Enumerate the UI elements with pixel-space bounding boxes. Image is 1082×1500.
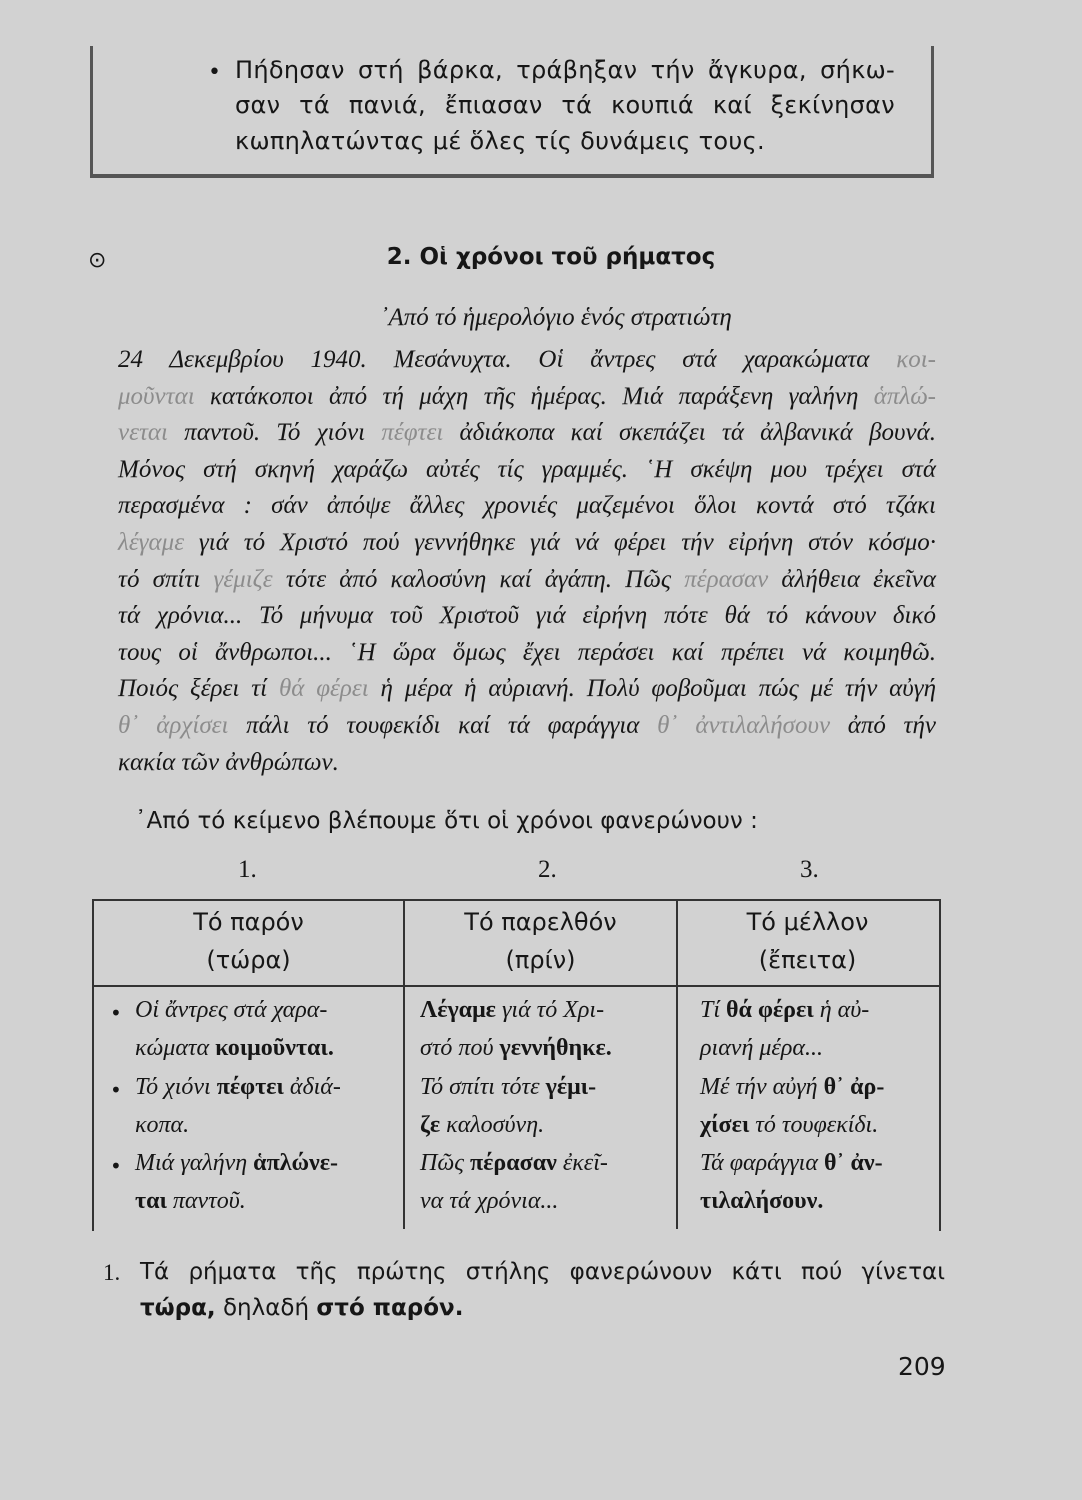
conclusion-line: Τά ρήματα τῆς πρώτης στήλης φανερώνουν κάτι πού γίνεται	[140, 1259, 945, 1285]
bold-verb: γέμι-	[545, 1074, 597, 1100]
text-segment: Τό σπίτι τότε	[420, 1074, 546, 1100]
text-segment: καλοσύνη.	[440, 1112, 545, 1138]
page-number: 209	[898, 1352, 946, 1381]
highlighted-verb: μοῦνται	[118, 382, 195, 410]
bold-verb: θά φέρει	[726, 997, 814, 1023]
header-sublabel: (τώρα)	[206, 946, 291, 974]
text-segment: Τά φαράγγια	[700, 1150, 824, 1176]
header-sublabel: (πρίν)	[505, 946, 576, 974]
bold-verb: Λέγαμε	[420, 997, 496, 1023]
bold-verb: θ᾿ ἀν-	[823, 1150, 883, 1176]
header-label: Τό μέλλον	[746, 908, 869, 936]
text-segment: ἀδιά-	[283, 1074, 341, 1100]
section-marker-icon: ⊙	[88, 248, 107, 273]
bold-verb: θ᾿ ἀρ-	[823, 1074, 885, 1100]
text-segment: 24 Δεκεμβρίου 1940. Μεσάνυχτα. Οἱ ἄντρες στά χαρακώματα	[118, 346, 897, 373]
paragraph-line	[118, 419, 936, 447]
box-line: κωπηλατώντας μέ ὅλες τίς δυνάμεις τους.	[235, 127, 765, 155]
intro-text: ᾿Από τό κείμενο βλέπουμε ὅτι οἱ χρόνοι φανερώνουν :	[135, 808, 758, 834]
table-cell-line	[135, 1035, 334, 1062]
bold-verb: χίσει	[700, 1112, 750, 1138]
text-segment: παντοῦ.	[166, 1188, 246, 1214]
paragraph-line	[118, 492, 936, 520]
text-segment: τά χρόνια... Τό μήνυμα τοῦ Χριστοῦ γιά εἰρήνη πότε θά τό κάνουν δικό	[118, 602, 936, 630]
column-number: 1.	[238, 856, 257, 883]
text-segment: ἡ αὐ-	[813, 997, 870, 1023]
table-cell-line	[420, 1074, 596, 1101]
text-segment: Οἱ ἄντρες στά χαρα-	[135, 997, 328, 1023]
text-segment: τους οἱ ἄνθρωποι... ῾Η ὥρα ὅμως ἔχει περάσει καί πρέπει νά κοιμηθῶ.	[118, 638, 936, 666]
highlighted-verb: νεται	[118, 419, 168, 447]
highlighted-verb: θ᾿ ἀρχίσει	[118, 712, 229, 739]
box-line: σαν τά πανιά, ἔπιασαν τά κουπιά καί ξεκίνησαν	[235, 91, 895, 119]
highlighted-verb: γέμιζε	[213, 565, 273, 593]
table-cell-line	[420, 1188, 558, 1215]
text-segment: ριανή μέρα...	[700, 1035, 823, 1061]
bold-verb: τιλαλήσουν.	[700, 1188, 824, 1214]
paragraph-line	[118, 675, 936, 703]
bold-verb: πέρασαν	[470, 1150, 557, 1176]
column-number: 3.	[800, 856, 819, 883]
table-cell-line	[700, 1188, 823, 1215]
table-cell-line	[420, 997, 604, 1024]
text-segment: τό σπίτι	[118, 565, 214, 593]
bullet-icon: •	[110, 1001, 122, 1025]
text-segment: να τά χρόνια...	[420, 1188, 559, 1214]
paragraph-line	[118, 456, 936, 484]
highlighted-verb: κοι-	[896, 346, 936, 373]
highlighted-verb: λέγαμε	[118, 529, 185, 556]
paragraph-line	[118, 566, 936, 594]
bullet-icon: •	[110, 1078, 122, 1102]
text-segment: παντοῦ. Τό χιόνι	[167, 419, 382, 447]
text-segment: κώματα	[135, 1035, 216, 1061]
table-cell-line	[700, 1074, 884, 1101]
table-cell-line	[700, 1035, 823, 1062]
table-cell-line	[420, 1150, 608, 1177]
table-cell-line	[420, 1112, 544, 1139]
table-cell-line	[135, 1074, 341, 1101]
table-cell-line	[135, 1150, 338, 1177]
header-label: Τό παρελθόν	[464, 908, 617, 936]
text-segment: γιά τό Χριστό πού γεννήθηκε γιά νά φέρει τήν εἰρήνη στόν κόσμο·	[184, 529, 936, 556]
text-segment: ἀλήθεια ἐκεῖνα	[768, 565, 936, 593]
bullet-icon: •	[208, 60, 221, 85]
text-segment: κακία τῶν ἀνθρώπων.	[118, 748, 339, 776]
section-title: 2. Οἱ χρόνοι τοῦ ρήματος	[386, 244, 716, 270]
text-segment: Πῶς	[420, 1150, 471, 1176]
paragraph-line	[118, 383, 936, 411]
header-past	[405, 903, 676, 979]
text-segment: στό πού	[420, 1035, 500, 1061]
text-segment: πάλι τό τουφεκίδι καί τά φαράγγια	[228, 712, 658, 739]
conclusion-line	[140, 1295, 463, 1321]
text-segment: Τό χιόνι	[135, 1074, 217, 1100]
header-label: Τό παρόν	[193, 908, 304, 936]
text-segment: Μόνος στή σκηνή χαράζω αὐτές τίς γραμμές. ῾Η σκέψη μου τρέχει στά	[118, 455, 936, 483]
table-cell-line	[420, 1035, 612, 1062]
text-segment: ἐκεῖ-	[556, 1150, 608, 1176]
text-segment: κατάκοποι ἀπό τή μάχη τῆς ἡμέρας. Μιά παράξενη γαλήνη	[194, 382, 874, 410]
box-line: Πήδησαν στή βάρκα, τράβηξαν τήν ἄγκυρα, σήκω-	[235, 56, 895, 84]
column-number: 2.	[538, 856, 557, 883]
paragraph-line	[118, 602, 936, 630]
text-segment: τότε ἀπό καλοσύνη καί ἀγάπη. Πῶς	[272, 565, 685, 593]
highlighted-verb: πέρασαν	[684, 565, 769, 593]
highlighted-verb: ἁπλώ-	[873, 382, 936, 410]
conclusion-number: 1.	[103, 1260, 121, 1285]
table-cell-line	[700, 997, 869, 1024]
section-subtitle: ᾿Από τό ἡμερολόγιο ἑνός στρατιώτη	[380, 304, 732, 331]
bold-verb: γεννήθηκε.	[499, 1035, 612, 1061]
paragraph-line	[118, 712, 936, 740]
text-segment: ἀδιάκοπα καί σκεπάζει τά ἀλβανικά βουνά.	[443, 419, 936, 447]
text-segment: Μέ τήν αὐγή	[700, 1074, 824, 1100]
text-segment: Μιά γαλήνη	[135, 1150, 254, 1176]
bold-verb: κοιμοῦνται.	[215, 1035, 334, 1061]
paragraph-line	[118, 749, 936, 777]
text-segment: Ποιός ξέρει τί	[118, 675, 279, 703]
bold-verb: ἁπλώνε-	[253, 1150, 339, 1176]
text-segment: ἡ μέρα ἡ αὐριανή. Πολύ φοβοῦμαι πώς μέ τήν αὐγή	[368, 675, 936, 703]
text-segment: γιά τό Χρι-	[495, 997, 605, 1023]
highlighted-verb: θά φέρει	[278, 675, 369, 703]
table-cell-line	[135, 997, 327, 1024]
text-segment: τό τουφεκίδι.	[749, 1112, 879, 1138]
header-future	[678, 903, 937, 979]
text-segment: περασμένα : σάν ἀπόψε ἄλλες χρονιές μαζεμένοι ὅλοι κοντά στό τζάκι	[118, 492, 936, 520]
text-segment: κοπα.	[135, 1112, 190, 1138]
highlighted-verb: θ᾿ ἀντιλαλήσουν	[657, 712, 831, 739]
header-present	[94, 903, 403, 979]
conclusion-text: δηλαδή	[215, 1295, 317, 1321]
highlighted-verb: πέφτει	[381, 419, 444, 447]
paragraph-line	[118, 529, 936, 557]
table-cell-line	[700, 1150, 883, 1177]
bold-verb: ται	[135, 1188, 167, 1214]
bullet-icon: •	[110, 1154, 122, 1178]
text-segment: ἀπό τήν	[830, 712, 936, 739]
text-segment: Τί	[700, 997, 727, 1023]
paragraph-line	[118, 346, 936, 374]
bold-term: τώρα,	[140, 1295, 216, 1321]
paragraph-line	[118, 639, 936, 667]
bold-verb: πέφτει	[216, 1074, 284, 1100]
header-divider	[92, 985, 939, 987]
header-sublabel: (ἔπειτα)	[758, 946, 857, 974]
table-cell-line	[135, 1188, 246, 1215]
table-cell-line	[700, 1112, 878, 1139]
bold-verb: ζε	[420, 1112, 441, 1138]
bold-term: στό παρόν.	[316, 1295, 464, 1321]
table-cell-line	[135, 1112, 189, 1139]
